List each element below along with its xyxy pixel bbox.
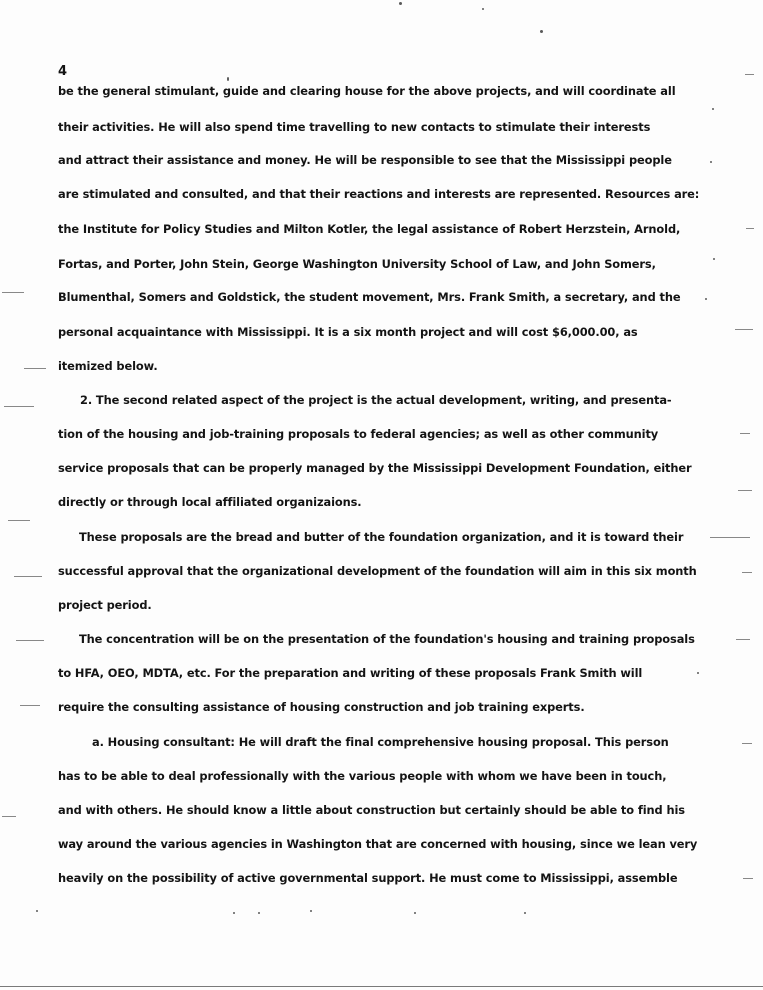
text-line: itemized below. [58,359,158,373]
text-line: These proposals are the bread and butter of the foundation organization, and it is toward their [79,530,684,544]
scan-dash [24,368,46,369]
text-line: Blumenthal, Somers and Goldstick, the student movement, Mrs. Frank Smith, a secretary, and the [58,290,681,304]
scan-speck [399,2,402,5]
text-line: require the consulting assistance of housing construction and job training experts. [58,700,585,714]
text-line: way around the various agencies in Washington that are concerned with housing, since we lean very [58,837,698,851]
text-line: a. Housing consultant: He will draft the final comprehensive housing proposal. This person [92,735,669,749]
scan-dash [4,406,34,407]
scan-speck [712,108,714,110]
scan-speck [524,912,526,914]
text-line: and with others. He should know a little about construction but certainly should be able to find his [58,803,685,817]
scan-speck [713,258,715,260]
text-line: directly or through local affiliated organizaions. [58,495,362,509]
scan-speck [697,672,699,674]
scan-speck [414,912,416,914]
scan-dash [743,878,753,879]
scan-speck [705,298,707,300]
scan-dash [735,329,753,330]
scan-dash [745,74,754,75]
text-line: their activities. He will also spend time travelling to new contacts to stimulate their interests [58,120,651,134]
scan-dash [740,433,750,434]
text-line: service proposals that can be properly managed by the Mississippi Development Foundation, either [58,461,692,475]
text-line: are stimulated and consulted, and that their reactions and interests are represented. Resources are: [58,187,700,201]
text-line: be the general stimulant, guide and clearing house for the above projects, and will coordinate all [58,84,676,98]
scan-dash [2,292,24,293]
text-line: 2. The second related aspect of the project is the actual development, writing, and presenta- [80,393,672,407]
text-line: heavily on the possibility of active governmental support. He must come to Mississippi, assemble [58,871,678,885]
text-line: to HFA, OEO, MDTA, etc. For the preparation and writing of these proposals Frank Smith will [58,666,643,680]
scan-dash [742,743,752,744]
scan-speck [36,910,38,912]
scan-dash [8,520,30,521]
scan-dash [14,576,42,577]
text-line: tion of the housing and job-training proposals to federal agencies; as well as other community [58,427,659,441]
text-line: The concentration will be on the presentation of the foundation's housing and training proposals [79,632,695,646]
scan-speck [227,77,229,81]
scan-speck [258,912,260,914]
page-number: 4 [58,64,68,79]
text-line: personal acquaintance with Mississippi. It is a six month project and will cost $6,000.00, as [58,325,638,339]
text-line: the Institute for Policy Studies and Milton Kotler, the legal assistance of Robert Herzstein, Arnold, [58,222,681,236]
scan-speck [710,161,712,163]
text-line: has to be able to deal professionally with the various people with whom we have been in touch, [58,769,667,783]
text-line: successful approval that the organizational development of the foundation will aim in this six month [58,564,697,578]
scan-dash [746,228,754,229]
scan-dash [742,572,752,573]
text-line: project period. [58,598,152,612]
scan-dash [710,537,750,538]
text-line: Fortas, and Porter, John Stein, George Washington University School of Law, and John Somers, [58,257,656,271]
scan-speck [540,30,543,33]
scan-dash [736,639,750,640]
scan-dash [20,705,40,706]
scan-speck [310,910,312,912]
scan-speck [233,912,235,914]
text-line: and attract their assistance and money. He will be responsible to see that the Mississippi people [58,153,672,167]
scan-dash [2,816,16,817]
scan-dash [16,640,44,641]
scan-dash [738,490,752,491]
scan-edge [0,986,763,987]
scan-speck [482,8,484,10]
